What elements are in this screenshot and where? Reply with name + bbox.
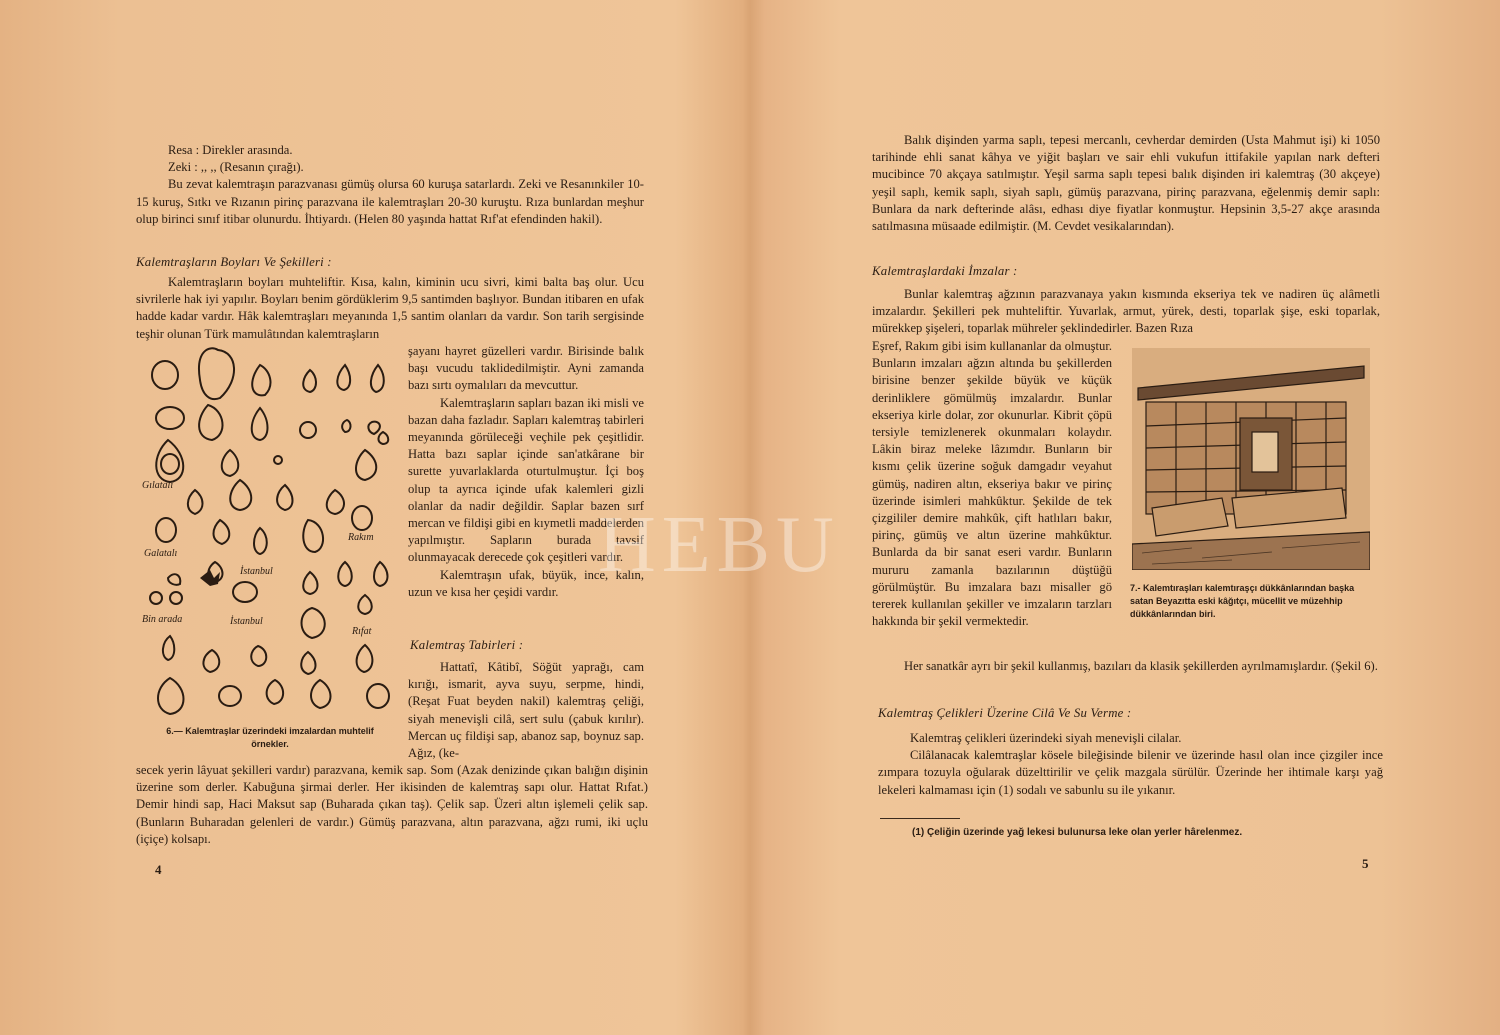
- left-terms-continued: [136, 762, 648, 848]
- footnote: (1) Çeliğin üzerinde yağ lekesi bulunursa leke olan yerler hârelenmez.: [912, 827, 1243, 838]
- left-col-paragraph-1: şayanı hayret güzelleri vardır. Birisinde balık başı vucudu taklidedilmiştir. Ayni zamanda bazı sırtı oymalıları da mevcuttur.: [408, 344, 644, 393]
- figure-6-signatures: [140, 340, 398, 720]
- left-terms-column: [408, 659, 644, 762]
- left-col-paragraph-2: Kalemtraşların sapları bazan iki misli ve bazan daha fazladır. Sapları kalemtraş tabirleri meyanında görüleceği veçhile pek çeşitlidir. Hatta bazı saplar içinde san'atkârane bir surette yuvarlaklarda oturtulmuştur. İçi boş olup ta ayrıca içinde ufak kalemleri gizli olanlar da nadir değildir. Saplar bazen sırf mercan ve fildişi gibi en kıymetli maddelerden yapılmıştır. Sapların burada tavsif olunmayacak derecede çok çeşitleri vardır.: [408, 395, 644, 565]
- right-after-paragraph: Her sanatkâr ayrı bir şekil kullanmış, bazıları da klasik şekillerden ayrılmamışlardır. (Şekil 6).: [904, 659, 1378, 673]
- right-signatures-column: [872, 338, 1112, 630]
- right-signatures-column-paragraph: Eşref, Rakım gibi isim kullananlar da olmuştur. Bunların imzaları ağzın altında bu şekillerden birisine benzer şekilde büyük ve küçük derinliklere gömülmüş imzalardır. Bunlar ekseriya kirle dolar, zor okunurlar. Kibrit çöpü tersiyle temizlenerek okunmaları kolaydır. Lâkin biraz meleke lâzımdır. Bunların bir kısmı çelik üzerine soğuk damgadır veyahut gümüş, nadiren altın, ekseriya bakır ve pirinç üzerinde isimleri mahkûktur. Şekilde de tek çizgililer demire mahkûk, çift hatlıları bakır, pirinç, gümüş ve altın üzerine mahkûktur. Bunlarda da bir sanat eseri vardır. Bunların mururu zamanla bazılarının düştüğü görülmüştür. Bu imzalara bazı misaller gö tererek kullanılan şekiller ve imzaların tarzları hakkında bir şekil vermektedir.: [872, 339, 1112, 629]
- watermark: HEBU: [598, 501, 840, 589]
- left-heading-sizes: Kalemtraşların Boyları Ve Şekilleri :: [136, 255, 332, 269]
- left-intro-text: [136, 142, 644, 228]
- figure-label-gilatali: Gılatalı: [142, 480, 174, 491]
- figure-label-istanbul-1: İstanbul: [240, 566, 273, 577]
- figure-7-caption: 7.- Kalemtıraşları kalemtıraşçı dükkânlarından başka satan Beyazıtta eski kâğıtçı, mücellit ve müzehhip dükkânlarından biri.: [1130, 583, 1355, 619]
- right-polish-text: [878, 730, 1383, 799]
- figure-7-shop-drawing: [1132, 348, 1370, 570]
- left-terms-paragraph: Hattatî, Kâtibî, Söğüt yaprağı, cam kırığı, ismarit, ayva suyu, serpme, hindi, (Reşat Fuat beyden nakil) kalemtraş çeliği, siyah menevişli cilâ, sert sulu (çabuk kırılır). Mercan uç fildişi sap, abanoz sap, boynuz sap. Ağız, (ke-: [408, 660, 644, 761]
- figure-label-rakim: Rakım: [348, 532, 374, 543]
- right-page: [750, 0, 1500, 1035]
- right-intro-text: [872, 132, 1380, 235]
- right-heading-signatures: Kalemtraşlardaki İmzalar :: [872, 264, 1018, 278]
- left-terms-continued-paragraph: secek yerin lâyuat şekilleri vardır) parazvana, kemik sap. Som (Azak denizinde çıkan balığın dişinin üzerine som derler. Kabuğuna şirmai derler. Her ikisinden de kalemtraş sapı olur. Hattat Rıfat.) Demir hindi sap, Haci Maksut sap (Buharada çıkan taş). Çelik sap. Üzeri altın işlemeli çelik sap. (Bunların Buharadan gelenleri de vardır.) Gümüş parazvana, altın parazvana, ağzı rumi, iki uçlu (içiçe) kolsapı.: [136, 763, 648, 846]
- figure-label-rifat: Rıfat: [352, 626, 372, 637]
- left-paragraph-resa: Resa : Direkler arasında.: [168, 143, 293, 157]
- page-number-right: 5: [1362, 856, 1369, 871]
- footnote-rule: [880, 818, 960, 819]
- left-heading-terms: Kalemtraş Tabirleri :: [410, 638, 524, 652]
- left-column-text: [408, 343, 644, 601]
- page-number-left: 4: [155, 862, 162, 877]
- right-polish-paragraph-1: Kalemtraş çelikleri üzerindeki siyah menevişli cilalar.: [910, 731, 1182, 745]
- right-paragraph-1: Balık dişinden yarma saplı, tepesi mercanlı, cevherdar demirden (Usta Mahmut işi) ki 1050 tarihinde ehli sanat kâhya ve yiğit başları ve sair ehli vukufun ittifakile yapılan nark defteri mucibince 70 akçaya satılmıştır. Yeşil sarma saplı tepesi balık dişinden iri kalemtraş (30 akçeye) yeşil saplı, kemik saplı, siyah saplı, gümüş parazvana, pirinç parazvana, eğelenmiş demir saplı: Bunlara da nark defterinde alâsı, edhası diye fiyatlar konmuştur. Hepsinin 3,5-27 akçe arasında satılmasına müsaade edilmiştir. (M. Cevdet vesikalarından).: [872, 133, 1380, 234]
- right-heading-polish: Kalemtraş Çelikleri Üzerine Cilâ Ve Su Verme :: [878, 706, 1132, 720]
- left-col-paragraph-3: Kalemtraşın ufak, büyük, ince, kalın, uzun ve kısa her çeşidi vardır.: [408, 567, 644, 599]
- left-sizes-paragraph: Kalemtraşların boyları muhteliftir. Kısa, kalın, kiminin ucu sivri, kimi balta baş olur. Ucu sivrilerle hak iyi yapılır. Boyları benim gördüklerim 9,5 santimden başlıyor. Bundan itibaren en ufak hadde kadar vardır. Hâk kalemtraşları meyanında 1,5 santim olanları da vardır. Son tarih sergisinde teşhir olunan Türk mamulâtından kalemtraşların: [136, 275, 644, 341]
- right-polish-paragraph-2: Cilâlanacak kalemtraşlar kösele bileğisinde bilenir ve üzerinde hasıl olan ince çizgiler ince zımpara tozuyla oğularak düzelttirilir ve çelik mazgala sürülür. Üzerinde her ihtimale karşı yağ lekeleri kalmaması için (1) sodalı ve sabunlu su ile yıkanır.: [878, 748, 1383, 797]
- figure-label-bin-arada: Bin arada: [142, 614, 183, 625]
- right-signatures-paragraph: Bunlar kalemtraş ağzının parazvanaya yakın kısmında ekseriya tek ve nadiren üç alâmetli imzalardır. Şekilleri pek muhteliftir. Yuvarlak, armut, yürek, desti, toparlak şişe, eski toparlak, mürekkep şişeleri, toparlak mühreler şeklindedirler. Bazen Rıza: [872, 287, 1380, 336]
- figure-6-caption: 6.— Kalemtraşlar üzerindeki imzalardan muhtelif örnekler.: [166, 726, 374, 749]
- right-after-text: [872, 658, 1380, 675]
- figure-label-galatali: Galatalı: [144, 548, 178, 559]
- right-signatures-text: [872, 286, 1380, 338]
- left-paragraph-prices: Bu zevat kalemtraşın parazvanası gümüş olursa 60 kuruşa satarlardı. Zeki ve Resanınkiler 10-15 kuruş, Sıtkı ve Rızanın pirinç parazvana ile kalemtraşları 20-30 kuruştu. Rıza bunlardan meşhur olup birinci sınıf itibar olunurdu. İhtiyardı. (Helen 80 yaşında hattat Rıf'at efendinden hakil).: [136, 177, 644, 226]
- left-paragraph-zeki: Zeki : ,, ,, (Resanın çırağı).: [168, 160, 304, 175]
- left-sizes-text: [136, 274, 644, 343]
- figure-label-istanbul-2: İstanbul: [230, 616, 263, 627]
